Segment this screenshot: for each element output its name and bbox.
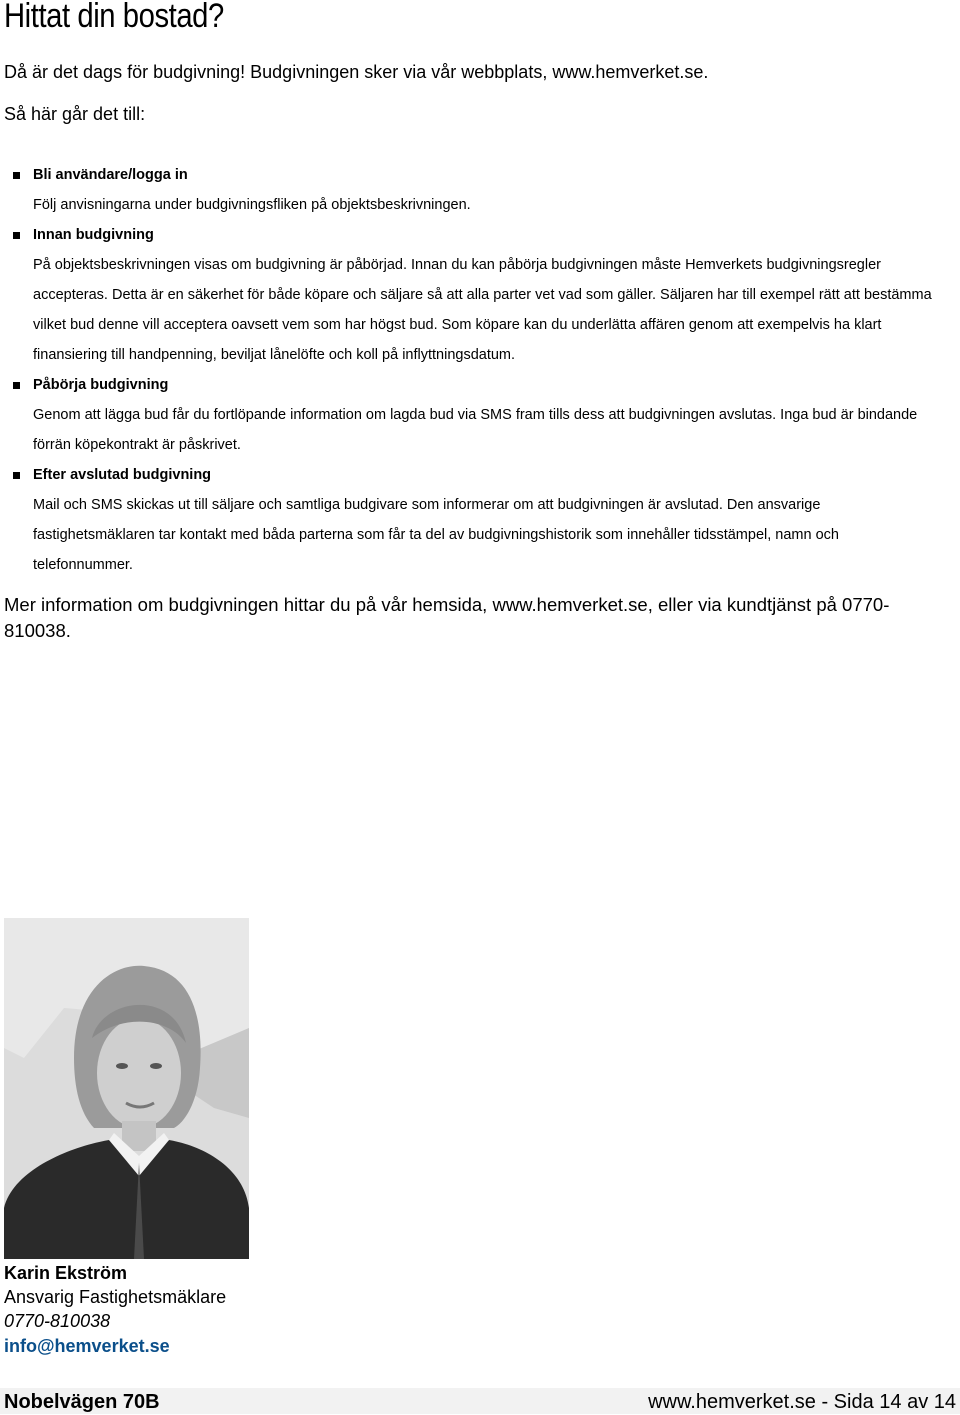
bullet-square-icon [13, 232, 20, 239]
agent-photo [4, 918, 249, 1259]
bullet-square-icon [13, 472, 20, 479]
step-item [0, 370, 960, 460]
step-title: Påbörja budgivning [33, 370, 960, 400]
footer-address: Nobelvägen 70B [4, 1391, 160, 1413]
contact-email-link[interactable]: info@hemverket.se [4, 1336, 170, 1356]
step-item [0, 220, 960, 370]
step-body: Följ anvisningarna under budgivningsfliken på objektsbeskrivningen. [33, 197, 471, 213]
step-body: Genom att lägga bud får du fortlöpande information om lagda bud via SMS fram tills dess att budgivningen avslutas. Inga bud är bindande förrän köpekontrakt är påskrivet. [33, 407, 918, 453]
page-footer [0, 1388, 960, 1414]
step-item [0, 460, 960, 580]
step-body: Mail och SMS skickas ut till säljare och samtliga budgivare som informerar om att budgivningen är avslutad. Den ansvarige fastighetsmäklaren tar kontakt med båda parterna som får ta del av budgivningshistorik som innehåller tidsstämpel, namn och telefonnummer. [33, 497, 839, 573]
step-title: Innan budgivning [33, 220, 960, 250]
bullet-square-icon [13, 172, 20, 179]
contact-role: Ansvarig Fastighetsmäklare [4, 1287, 227, 1307]
step-item [0, 160, 960, 220]
page-title: Hittat din bostad? [4, 0, 224, 35]
footer-page-info: www.hemverket.se - Sida 14 av 14 [648, 1391, 956, 1413]
step-list [0, 160, 960, 580]
step-title: Efter avslutad budgivning [33, 460, 960, 490]
more-info-text: Mer information om budgivningen hittar du på vår hemsida, www.hemverket.se, eller via kundtjänst på 0770-810038. [4, 594, 890, 641]
step-body: På objektsbeskrivningen visas om budgivning är påbörjad. Innan du kan påbörja budgivningen måste Hemverkets budgivningsregler accepteras. Detta är en säkerhet för både köpare och säljare så att alla parter vet vad som gäller. Säljaren har till exempel rätt att bestämma vilket bud denne vill acceptera oavsett vem som har högst bud. Som köpare kan du underlätta affären genom att exempelvis ha klart finansiering till handpenning, beviljat lånelöfte och koll på inflyttningsdatum. [33, 257, 932, 363]
step-title: Bli användare/logga in [33, 160, 960, 190]
intro-text: Då är det dags för budgivning! Budgivningen sker via vår webbplats, www.hemverket.se. [4, 62, 709, 82]
contact-phone: 0770-810038 [4, 1311, 111, 1331]
contact-name: Karin Ekström [4, 1263, 128, 1283]
intro-steps-heading: Så här går det till: [4, 104, 146, 124]
bullet-square-icon [13, 382, 20, 389]
